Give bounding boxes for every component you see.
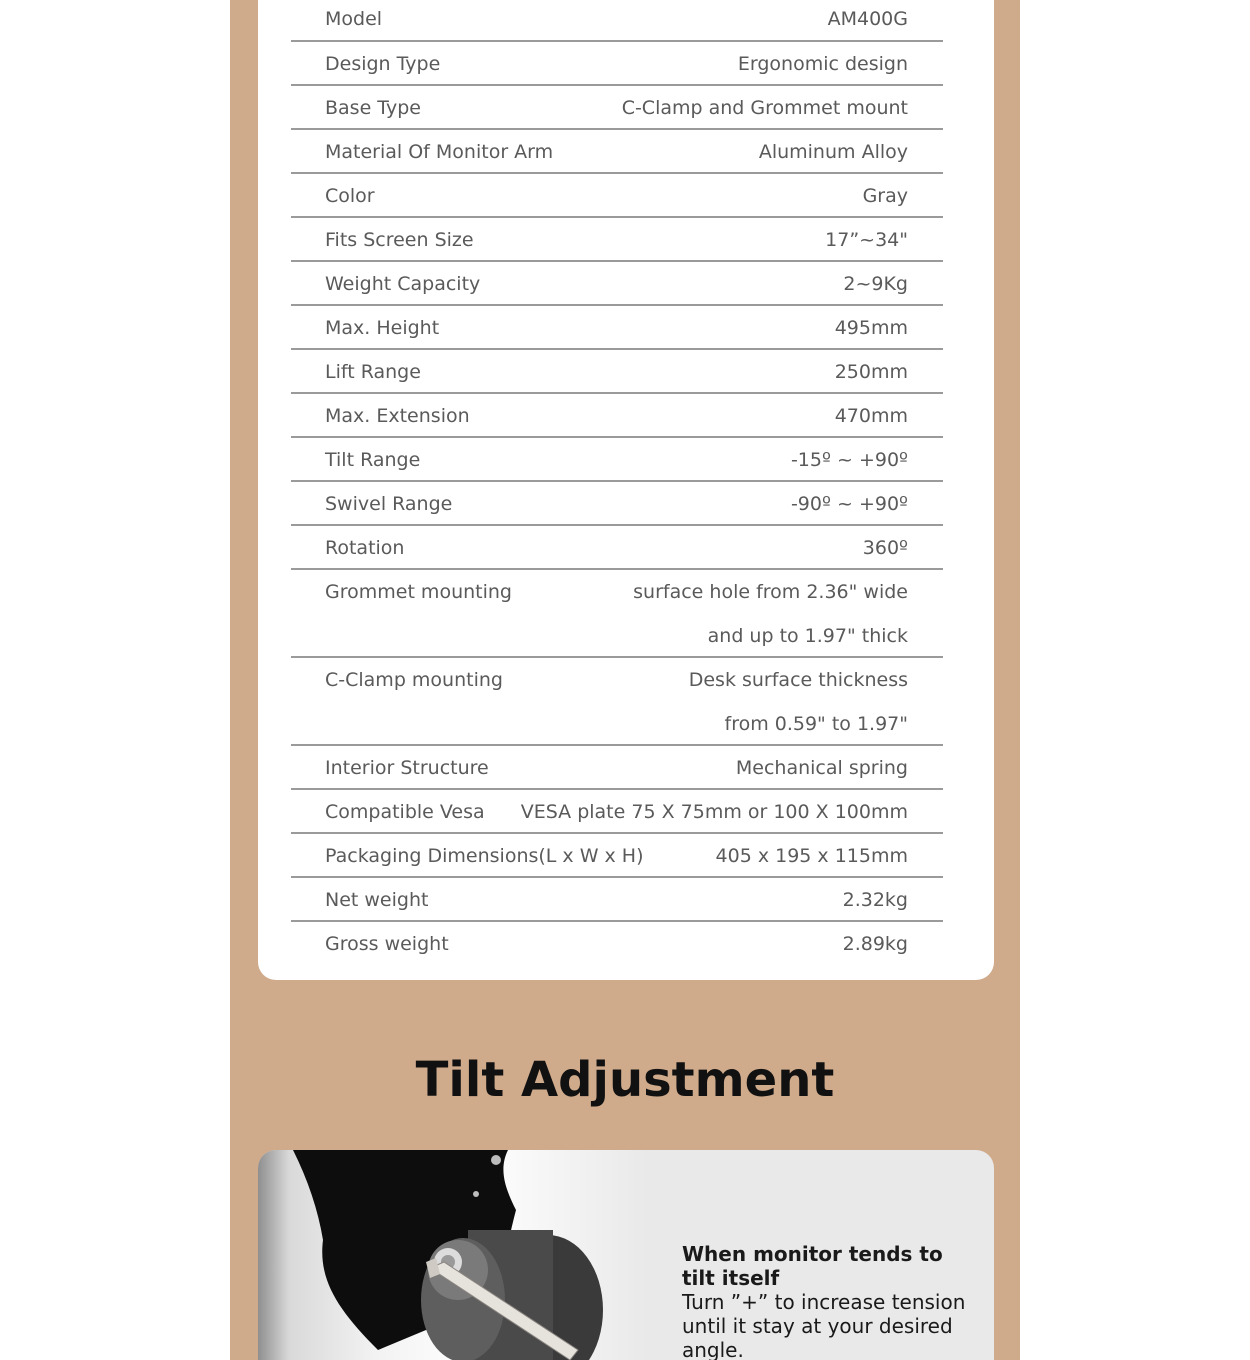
- specifications-card: [258, 0, 994, 980]
- spec-value: [843, 262, 908, 306]
- product-detail-page: [230, 0, 1020, 1360]
- spec-row: [291, 262, 943, 306]
- spec-value-line: VESA plate 75 X 75mm or 100 X 100mm: [520, 801, 908, 823]
- spec-value: [759, 130, 908, 174]
- spec-value-line: Aluminum Alloy: [758, 141, 908, 163]
- spec-row: [291, 922, 943, 966]
- spec-value-line: 405 x 195 x 115mm: [715, 845, 908, 867]
- spec-row: [291, 570, 943, 658]
- spec-value: [736, 746, 908, 790]
- spec-value-line: -90º ~ +90º: [790, 493, 908, 515]
- spec-value: [521, 790, 908, 834]
- spec-label: Base Type: [325, 97, 421, 119]
- spec-value: [843, 922, 908, 966]
- spec-label: Lift Range: [325, 361, 421, 383]
- spec-row: [291, 482, 943, 526]
- spec-row: [291, 174, 943, 218]
- spec-value-line: 495mm: [834, 317, 908, 339]
- spec-row: [291, 0, 943, 42]
- spec-value: [689, 658, 908, 746]
- spec-value-line: 2.89kg: [842, 933, 908, 955]
- spec-label: Max. Height: [325, 317, 440, 339]
- spec-row: [291, 86, 943, 130]
- spec-value: [622, 86, 908, 130]
- spec-value: [738, 42, 908, 86]
- spec-row: [291, 306, 943, 350]
- spec-label: C-Clamp mounting: [325, 669, 503, 691]
- feature-heading: When monitor tends to tilt itself: [682, 1242, 943, 1290]
- spec-value-line: Ergonomic design: [737, 53, 908, 75]
- spec-value: [863, 526, 908, 570]
- spec-value: [633, 570, 908, 658]
- spec-row: [291, 394, 943, 438]
- monitor-arm-photo: [258, 1150, 647, 1360]
- spec-row: [291, 658, 943, 746]
- spec-label: Model: [325, 8, 383, 30]
- spec-row: [291, 350, 943, 394]
- spec-value: [835, 350, 908, 394]
- spec-row: [291, 790, 943, 834]
- monitor-arm-illustration: [258, 1150, 647, 1360]
- spec-value-line: AM400G: [827, 8, 908, 30]
- spec-label: Rotation: [325, 537, 405, 559]
- spec-value-line: Mechanical spring: [735, 757, 908, 779]
- spec-label: Max. Extension: [325, 405, 470, 427]
- spec-label: Material Of Monitor Arm: [325, 141, 554, 163]
- spec-value-line: 17”~34": [825, 229, 908, 251]
- spec-value-line: 360º: [862, 537, 908, 559]
- tilt-adjustment-card: [258, 1150, 994, 1360]
- spec-label: Weight Capacity: [325, 273, 481, 295]
- spec-row: [291, 130, 943, 174]
- spec-value: [843, 878, 908, 922]
- spec-label: Color: [325, 185, 375, 207]
- spec-value-line: Desk surface thickness: [688, 669, 908, 691]
- spec-value: [791, 438, 908, 482]
- spec-label: Grommet mounting: [325, 581, 512, 603]
- spec-value: [863, 174, 908, 218]
- spec-row: [291, 878, 943, 922]
- feature-body: Turn ”+” to increase tension until it stay at your desired angle.: [682, 1290, 966, 1360]
- spec-row: [291, 526, 943, 570]
- spec-value: [716, 834, 908, 878]
- spec-label: Fits Screen Size: [325, 229, 474, 251]
- spec-label: Packaging Dimensions(L x W x H): [325, 845, 644, 867]
- spec-label: Swivel Range: [325, 493, 453, 515]
- spec-value-line: 250mm: [834, 361, 908, 383]
- spec-value-line: 470mm: [834, 405, 908, 427]
- tilt-adjustment-text: [682, 1242, 972, 1360]
- spec-row: [291, 438, 943, 482]
- spec-value: [835, 394, 908, 438]
- spec-label: Interior Structure: [325, 757, 489, 779]
- spec-label: Design Type: [325, 53, 441, 75]
- spec-value-line: 2~9Kg: [843, 273, 908, 295]
- spec-value: [791, 482, 908, 526]
- spec-label: Gross weight: [325, 933, 449, 955]
- spec-row: [291, 42, 943, 86]
- spec-label: Compatible Vesa: [325, 801, 485, 823]
- spec-value-line: from 0.59" to 1.97": [724, 713, 908, 735]
- spec-label: Net weight: [325, 889, 429, 911]
- spec-value-line: -15º ~ +90º: [790, 449, 908, 471]
- spec-value-line: 2.32kg: [842, 889, 908, 911]
- spec-label: Tilt Range: [325, 449, 421, 471]
- spec-value-line: surface hole from 2.36" wide: [633, 581, 908, 603]
- specifications-table: [291, 0, 943, 966]
- spec-value-line: Gray: [862, 185, 908, 207]
- spec-value-line: and up to 1.97" thick: [707, 625, 908, 647]
- spec-value: [825, 218, 908, 262]
- spec-row: [291, 834, 943, 878]
- spec-row: [291, 746, 943, 790]
- spec-row: [291, 218, 943, 262]
- section-title: Tilt Adjustment: [415, 1052, 835, 1108]
- spec-value-line: C-Clamp and Grommet mount: [621, 97, 908, 119]
- spec-value: [828, 0, 908, 38]
- spec-value: [835, 306, 908, 350]
